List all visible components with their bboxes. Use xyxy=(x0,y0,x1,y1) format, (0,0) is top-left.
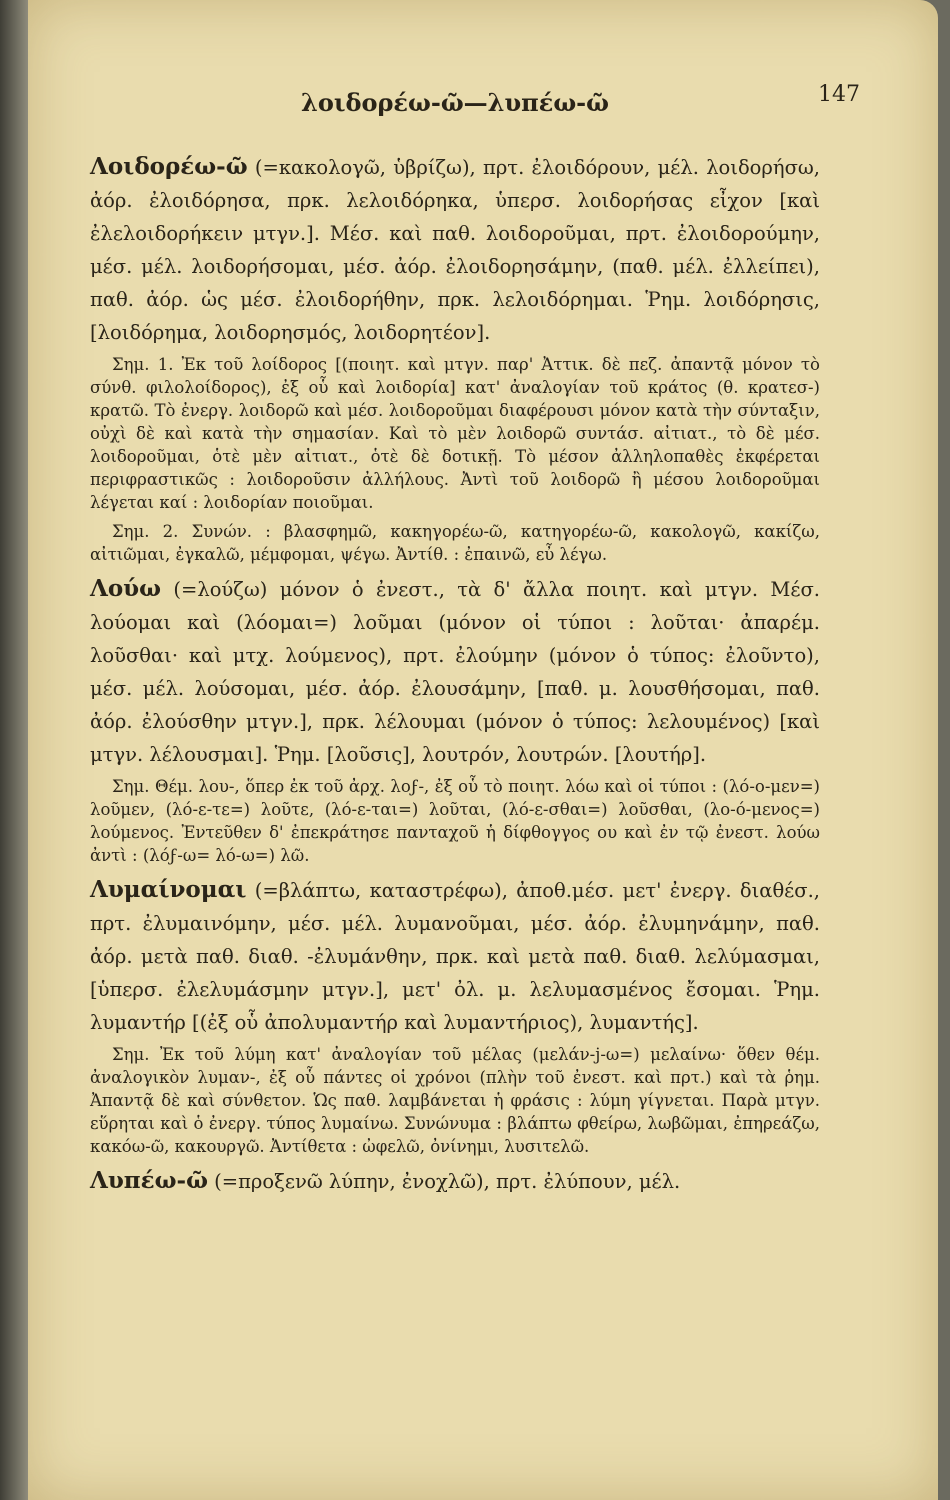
entry-body xyxy=(90,1164,820,1198)
dictionary-entry xyxy=(90,572,820,867)
entry-text: (=προξενῶ λύπην, ἐνοχλῶ), πρτ. ἐλύπουν, μέλ. xyxy=(214,1170,681,1193)
dictionary-entry xyxy=(90,873,820,1158)
entry-note: Σημ. 2. Συνών. : βλασφημῶ, κακηγορέω-ῶ, κατηγορέω-ῶ, κακολογῶ, κακίζω, αἰτιῶμαι, ἐγκαλῶ, μέμφομαι, ψέγω. Ἀντίθ. : ἐπαινῶ, εὖ λέγω. xyxy=(90,522,820,564)
entry-note: Σημ. Θέμ. λου-, ὅπερ ἐκ τοῦ ἀρχ. λοϝ-, ἐξ οὗ τὸ ποιητ. λόω καὶ οἱ τύποι : (λό-ο-μεν=) λοῦμεν, (λό-ε-τε=) λοῦτε, (λό-ε-ται=) λοῦται, (λό-ε-σθαι=) λοῦσθαι, (λο-ό-μενος=) λούμενος. Ἐντεῦθεν δ' ἐπεκράτησε πανταχοῦ ἡ δίφθογγος ου καὶ ἐν τῷ ἐνεστ. λούω ἀντὶ : (λόϝ-ω= λό-ω=) λῶ. xyxy=(90,777,820,865)
page-number: 147 xyxy=(818,82,860,107)
entry-note: Σημ. 1. Ἐκ τοῦ λοίδορος [(ποιητ. καὶ μτγν. παρ' Ἀττικ. δὲ πεζ. ἀπαντᾷ μόνον τὸ σύνθ. φιλολοίδορος), ἐξ οὗ καὶ λοιδορία] κατ' ἀναλογίαν τοῦ κράτος (θ. κρατεσ-) κρατῶ. Τὸ ἐνεργ. λοιδορῶ καὶ μέσ. λοιδοροῦμαι διαφέρουσι μόνον κατὰ τὴν σύνταξιν, οὐχὶ δὲ καὶ κατὰ τὴν σημασίαν. Καὶ τὸ μὲν λοιδορῶ συντάσ. αἰτιατ., τὸ δὲ μέσ. λοιδοροῦμαι, ὁτὲ μὲν αἰτιατ., ὁτὲ δὲ δοτικῇ. Τὸ μέσον ἀλληλοπαθὲς ἐκφέρεται περιφραστικῶς : λοιδοροῦσιν ἀλλήλους. Ἀντὶ τοῦ λοιδορῶ ἢ μέσου λοιδοροῦμαι λέγεται καί : λοιδορίαν ποιοῦμαι. xyxy=(90,355,820,512)
entry-body xyxy=(90,873,820,1039)
entry-lemma: Λούω xyxy=(90,575,162,602)
page-content xyxy=(90,82,860,1202)
entry-body xyxy=(90,572,820,771)
page-header xyxy=(90,82,860,132)
dictionary-entry xyxy=(90,150,820,566)
book-spine xyxy=(0,0,28,1500)
entry-text: (=βλάπτω, καταστρέφω), ἀποθ.μέσ. μετ' ἐνεργ. διαθέσ., πρτ. ἐλυμαινόμην, μέσ. μέλ. λυμανοῦμαι, μέσ. ἀόρ. ἐλυμηνάμην, παθ. ἀόρ. μετὰ παθ. διαθ. -ἐλυμάνθην, πρκ. καὶ μετὰ παθ. διαθ. λελύμασμαι, [ὑπερσ. ἐλελυμάσμην μτγν.], μετ' ὀλ. μ. λελυμασμένος ἔσομαι. Ῥημ. λυμαντήρ [(ἐξ οὗ ἀπολυμαντήρ καὶ λυμαντήριος), λυμαντής]. xyxy=(90,879,820,1034)
entry-lemma: Λυπέω-ῶ xyxy=(90,1167,208,1194)
entry-body xyxy=(90,150,820,349)
entry-note: Σημ. Ἐκ τοῦ λύμη κατ' ἀναλογίαν τοῦ μέλας (μελάν-j-ω=) μελαίνω· ὅθεν θέμ. ἀναλογικὸν λυμαν-, ἐξ οὗ πάντες οἱ χρόνοι (πλὴν τοῦ ἐνεστ. καὶ πρτ.) καὶ τὰ ῥημ. Ἀπαντᾷ δὲ καὶ σύνθετον. Ὡς παθ. λαμβάνεται ἡ φράσις : λύμη γίγνεται. Παρὰ μτγν. εὕρηται καὶ ὁ ἐνεργ. τύπος λυμαίνω. Συνώνυμα : βλάπτω φθείρω, λωβῶμαι, ἐπηρεάζω, κακόω-ῶ, κακουργῶ. Ἀντίθετα : ὠφελῶ, ὀνίνημι, λυσιτελῶ. xyxy=(90,1045,820,1156)
dictionary-entry xyxy=(90,1164,820,1198)
running-head: λοιδορέω-ῶ—λυπέω-ῶ xyxy=(301,88,609,117)
entry-lemma: Λυμαίνομαι xyxy=(90,876,247,903)
entry-text: (=κακολογῶ, ὑβρίζω), πρτ. ἐλοιδόρουν, μέλ. λοιδορήσω, ἀόρ. ἐλοιδόρησα, πρκ. λελοιδόρηκα, ὑπερσ. λοιδορήσας εἶχον [καὶ ἐλελοιδορήκειν μτγν.]. Μέσ. καὶ παθ. λοιδοροῦμαι, πρτ. ἐλοιδορούμην, μέσ. μέλ. λοιδορήσομαι, μέσ. ἀόρ. ἐλοιδορησάμην, (παθ. μέλ. ἐλλείπει), παθ. ἀόρ. ὡς μέσ. ἐλοιδορήθην, πρκ. λελοιδόρημαι. Ῥημ. λοιδόρησις, [λοιδόρημα, λοιδορησμός, λοιδορητέον]. xyxy=(90,156,820,344)
book-page xyxy=(28,0,938,1500)
entry-lemma: Λοιδορέω-ῶ xyxy=(90,153,248,180)
entry-text: (=λούζω) μόνον ὁ ἐνεστ., τὰ δ' ἄλλα ποιητ. καὶ μτγν. Μέσ. λούομαι καὶ (λόομαι=) λοῦμαι (μόνον οἱ τύποι : λοῦται· ἀπαρέμ. λοῦσθαι· καὶ μτχ. λούμενος), πρτ. ἐλούμην (μόνον ὁ τύπος: ἐλοῦντο), μέσ. μέλ. λούσομαι, μέσ. ἀόρ. ἐλουσάμην, [παθ. μ. λουσθήσομαι, παθ. ἀόρ. ἐλούσθην μτγν.], πρκ. λέλουμαι (μόνον ὁ τύπος: λελουμένος) [καὶ μτγν. λέλουσμαι]. Ῥημ. [λοῦσις], λουτρόν, λουτρών. [λουτήρ]. xyxy=(90,578,820,766)
